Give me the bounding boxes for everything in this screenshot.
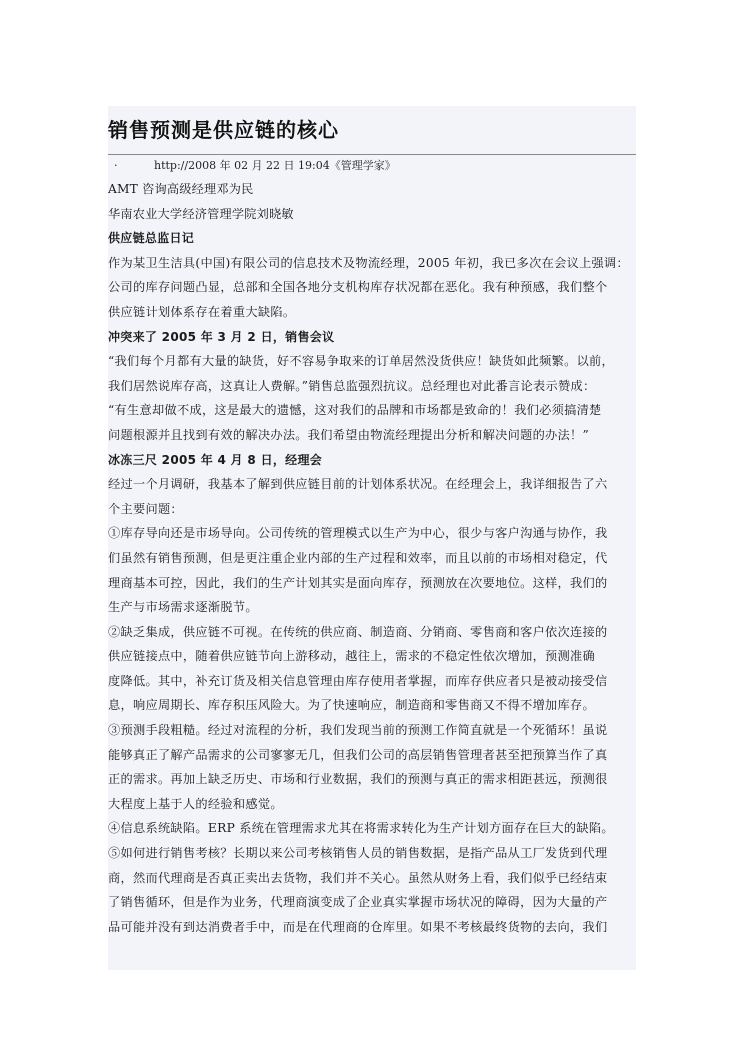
paragraph-line — [108, 939, 636, 964]
paragraph-line: 经过一个月调研，我基本了解到供应链目前的计划体系状况。在经理会上，我详细报告了六 — [108, 477, 608, 492]
paragraph-line: 生产与市场需求逐渐脱节。 — [108, 600, 258, 615]
paragraph-line: 息，响应周期长、库存积压风险大。为了快速响应，制造商和零售商又不得不增加库存。 — [108, 698, 596, 713]
paragraph-line: 公司的库存问题凸显，总部和全国各地分支机构库存状况都在恶化。我有种预感，我们整个 — [108, 280, 608, 295]
paragraph-line: “我们每个月都有大量的缺货，好不容易争取来的订单居然没货供应！缺货如此频繁。以前， — [108, 354, 615, 369]
paragraph-line: 正的需求。再加上缺乏历史、市场和行业数据，我们的预测与真正的需求相距甚远，预测很 — [108, 772, 608, 787]
article — [108, 106, 636, 989]
meta-bullet: · — [114, 159, 118, 172]
paragraph-line: 大程度上基于人的经验和感觉。 — [108, 796, 283, 811]
paragraph-line — [108, 964, 636, 989]
paragraph-line: 品可能并没有到达消费者手中，而是在代理商的仓库里。如果不考核最终货物的去向，我们 — [108, 919, 608, 934]
meta-source: http://2008 年 02 月 22 日 19:04《管理学家》 — [154, 159, 396, 172]
paragraph-line: ⑤如何进行销售考核？长期以来公司考核销售人员的销售数据，是指产品从工厂发货到代理 — [108, 846, 608, 861]
section — [108, 325, 636, 448]
section — [108, 448, 636, 989]
author-line: AMT 咨询高级经理邓为民 — [108, 182, 254, 196]
paragraph-line: ④信息系统缺陷。ERP 系统在管理需求尤其在将需求转化为生产计划方面存在巨大的缺陷。 — [108, 821, 614, 836]
paragraph-line: ②缺乏集成，供应链不可视。在传统的供应商、制造商、分销商、零售商和客户依次连接的 — [108, 624, 608, 639]
paragraph-line: 个主要问题： — [108, 501, 183, 516]
paragraph-line: 度降低。其中，补充订货及相关信息管理由库存使用者掌握，而库存供应者只是被动接受信 — [108, 673, 608, 688]
paragraph-line: “有生意却做不成，这是最大的遗憾，这对我们的品牌和市场都是致命的！我们必须搞清楚 — [108, 403, 602, 418]
paragraph-line: 商，然而代理商是否真正卖出去货物，我们并不关心。虽然从财务上看，我们似乎已经结束 — [108, 870, 608, 885]
paragraph-line: ③预测手段粗糙。经过对流程的分析，我们发现当前的预测工作简直就是一个死循环！虽说 — [108, 723, 608, 738]
paragraph-line: 能够真正了解产品需求的公司寥寥无几，但我们公司的高层销售管理者甚至把预算当作了真 — [108, 747, 608, 762]
section-heading: 冲突来了 2005 年 3 月 2 日，销售会议 — [108, 329, 335, 344]
paragraph-line: 问题根源并且找到有效的解决办法。我们希望由物流经理提出分析和解决问题的办法！” — [108, 427, 590, 442]
paragraph-line: 我们居然说库存高，这真让人费解。”销售总监强烈抗议。总经理也对此番言论表示赞成： — [108, 378, 596, 393]
section-heading: 供应链总监日记 — [108, 231, 195, 246]
paragraph-line: 作为某卫生洁具(中国)有限公司的信息技术及物流经理，2005 年初，我已多次在会议上强调： — [108, 255, 630, 270]
paragraph-line: ①库存导向还是市场导向。公司传统的管理模式以生产为中心，很少与客户沟通与协作，我 — [108, 526, 608, 541]
section-heading: 冰冻三尺 2005 年 4 月 8 日，经理会 — [108, 452, 323, 467]
author-line: 华南农业大学经济管理学院刘晓敏 — [108, 206, 294, 221]
paragraph-line: 供应链计划体系存在着重大缺陷。 — [108, 304, 296, 319]
paragraph-line: 理商基本可控，因此，我们的生产计划其实是面向库存，预测放在次要地位。这样，我们的 — [108, 575, 608, 590]
article-title: 销售预测是供应链的核心 — [108, 118, 339, 142]
section — [108, 226, 636, 324]
paragraph-line: 供应链接点中，随着供应链节向上游移动，越往上，需求的不稳定性依次增加，预测准确 — [108, 649, 596, 664]
paragraph-line: 了销售循环，但是作为业务，代理商演变成了企业真实掌握市场状况的障碍，因为大量的产 — [108, 895, 608, 910]
paragraph-line: 们虽然有销售预测，但是更注重企业内部的生产过程和效率，而且以前的市场相对稳定，代 — [108, 550, 608, 565]
article-meta — [108, 155, 636, 177]
